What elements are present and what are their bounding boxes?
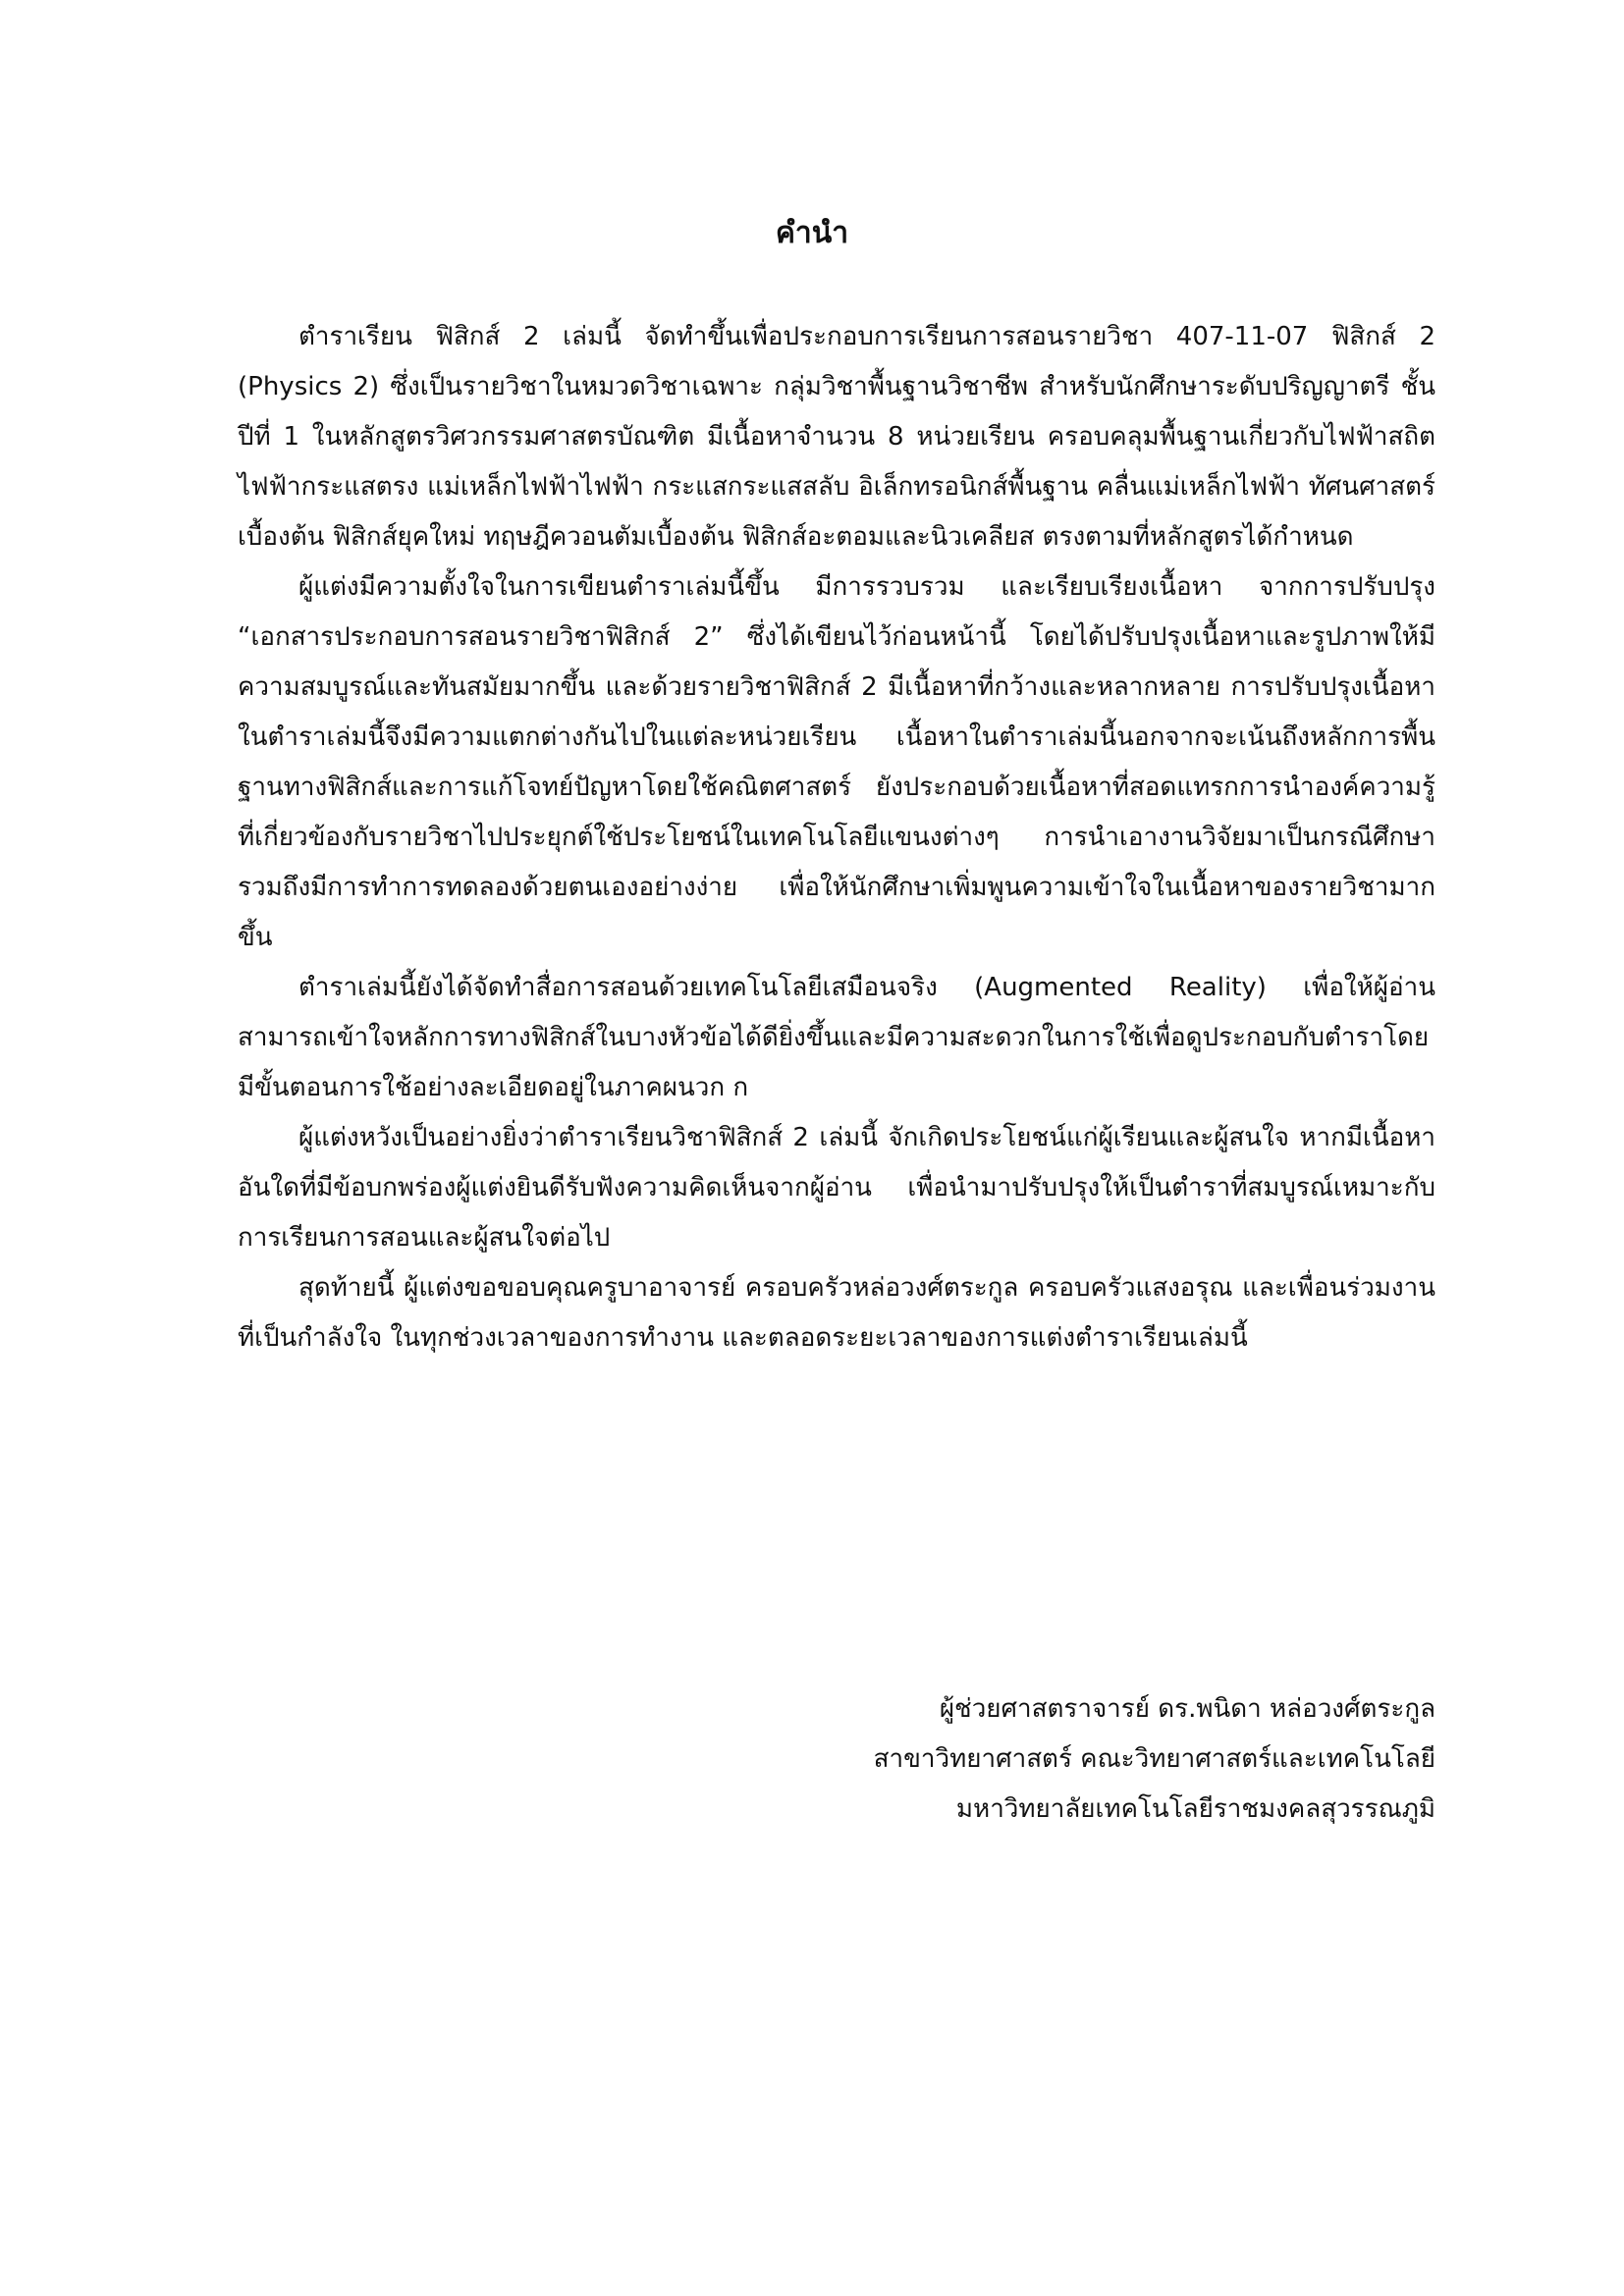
paragraph-1: ตำราเรียน ฟิสิกส์ 2 เล่มนี้ จัดทำขึ้นเพื่อประกอบการเรียนการสอนรายวิชา 407-11-07 ฟิสิกส์ 2 (Physics 2) ซึ่งเป็นรายวิชาในหมวดวิชาเฉพาะ กลุ่มวิชาพื้นฐานวิชาชีพ สำหรับนักศึกษาระดับปริญญาตรี ชั้นปีที่ 1 ในหลักสูตรวิศวกรรมศาสตรบัณฑิต มีเนื้อหาจำนวน 8 หน่วยเรียน ครอบคลุมพื้นฐานเกี่ยวกับไฟฟ้าสถิต ไฟฟ้ากระแสตรง แม่เหล็กไฟฟ้าไฟฟ้า กระแสกระแสสลับ อิเล็กทรอนิกส์พื้นฐาน คลื่นแม่เหล็กไฟฟ้า ทัศนศาสตร์เบื้องต้น ฟิสิกส์ยุคใหม่ ทฤษฎีควอนตัมเบื้องต้น ฟิสิกส์อะตอมและนิวเคลียส ตรงตามที่หลักสูตรได้กำหนด [238, 322, 1435, 552]
author-department: สาขาวิทยาศาสตร์ คณะวิทยาศาสตร์และเทคโนโลยี [873, 1744, 1435, 1774]
paragraph-5: สุดท้ายนี้ ผู้แต่งขอขอบคุณครูบาอาจารย์ ครอบครัวหล่อวงศ์ตระกูล ครอบครัวแสงอรุณ และเพื่อนร่วมงาน ที่เป็นกำลังใจ ในทุกช่วงเวลาของการทำงาน และตลอดระยะเวลาของการแต่งตำราเรียนเล่มนี้ [238, 1273, 1435, 1353]
paragraph-2: ผู้แต่งมีความตั้งใจในการเขียนตำราเล่มนี้ขึ้น มีการรวบรวม และเรียบเรียงเนื้อหา จากการปรับปรุง “เอกสารประกอบการสอนรายวิชาฟิสิกส์ 2” ซึ่งได้เขียนไว้ก่อนหน้านี้ โดยได้ปรับปรุงเนื้อหาและรูปภาพให้มีความสมบูรณ์และทันสมัยมากขึ้น และด้วยรายวิชาฟิสิกส์ 2 มีเนื้อหาที่กว้างและหลากหลาย การปรับปรุงเนื้อหาในตำราเล่มนี้จึงมีความแตกต่างกันไปในแต่ละหน่วยเรียน เนื้อหาในตำราเล่มนี้นอกจากจะเน้นถึงหลักการพื้นฐานทางฟิสิกส์และการแก้โจทย์ปัญหาโดยใช้คณิตศาสตร์ ยังประกอบด้วยเนื้อหาที่สอดแทรกการนำองค์ความรู้ที่เกี่ยวข้องกับรายวิชาไปประยุกต์ใช้ประโยชน์ในเทคโนโลยีแขนงต่างๆ การนำเอางานวิจัยมาเป็นกรณีศึกษา รวมถึงมีการทำการทดลองด้วยตนเองอย่างง่าย เพื่อให้นักศึกษาเพิ่มพูนความเข้าใจในเนื้อหาของรายวิชามากขึ้น [238, 572, 1435, 952]
paragraph-4: ผู้แต่งหวังเป็นอย่างยิ่งว่าตำราเรียนวิชาฟิสิกส์ 2 เล่มนี้ จักเกิดประโยชน์แก่ผู้เรียนและผู้สนใจ หากมีเนื้อหาอันใดที่มีข้อบกพร่องผู้แต่งยินดีรับฟังความคิดเห็นจากผู้อ่าน เพื่อนำมาปรับปรุงให้เป็นตำราที่สมบูรณ์เหมาะกับการเรียนการสอนและผู้สนใจต่อไป [238, 1123, 1435, 1253]
page-title: คำนำ [775, 216, 849, 250]
paragraph-3: ตำราเล่มนี้ยังได้จัดทำสื่อการสอนด้วยเทคโนโลยีเสมือนจริง (Augmented Reality) เพื่อให้ผู้อ่านสามารถเข้าใจหลักการทางฟิสิกส์ในบางหัวข้อได้ดียิ่งขึ้นและมีความสะดวกในการใช้เพื่อดูประกอบกับตำราโดยมีขั้นตอนการใช้อย่างละเอียดอยู่ในภาคผนวก ก [238, 973, 1435, 1102]
signature-block [687, 1684, 1435, 1835]
author-university: มหาวิทยาลัยเทคโนโลยีราชมงคลสุวรรณภูมิ [955, 1794, 1435, 1824]
author-name: ผู้ช่วยศาสตราจารย์ ดร.พนิดา หล่อวงศ์ตระกูล [939, 1694, 1435, 1724]
preface-body [238, 312, 1435, 1363]
